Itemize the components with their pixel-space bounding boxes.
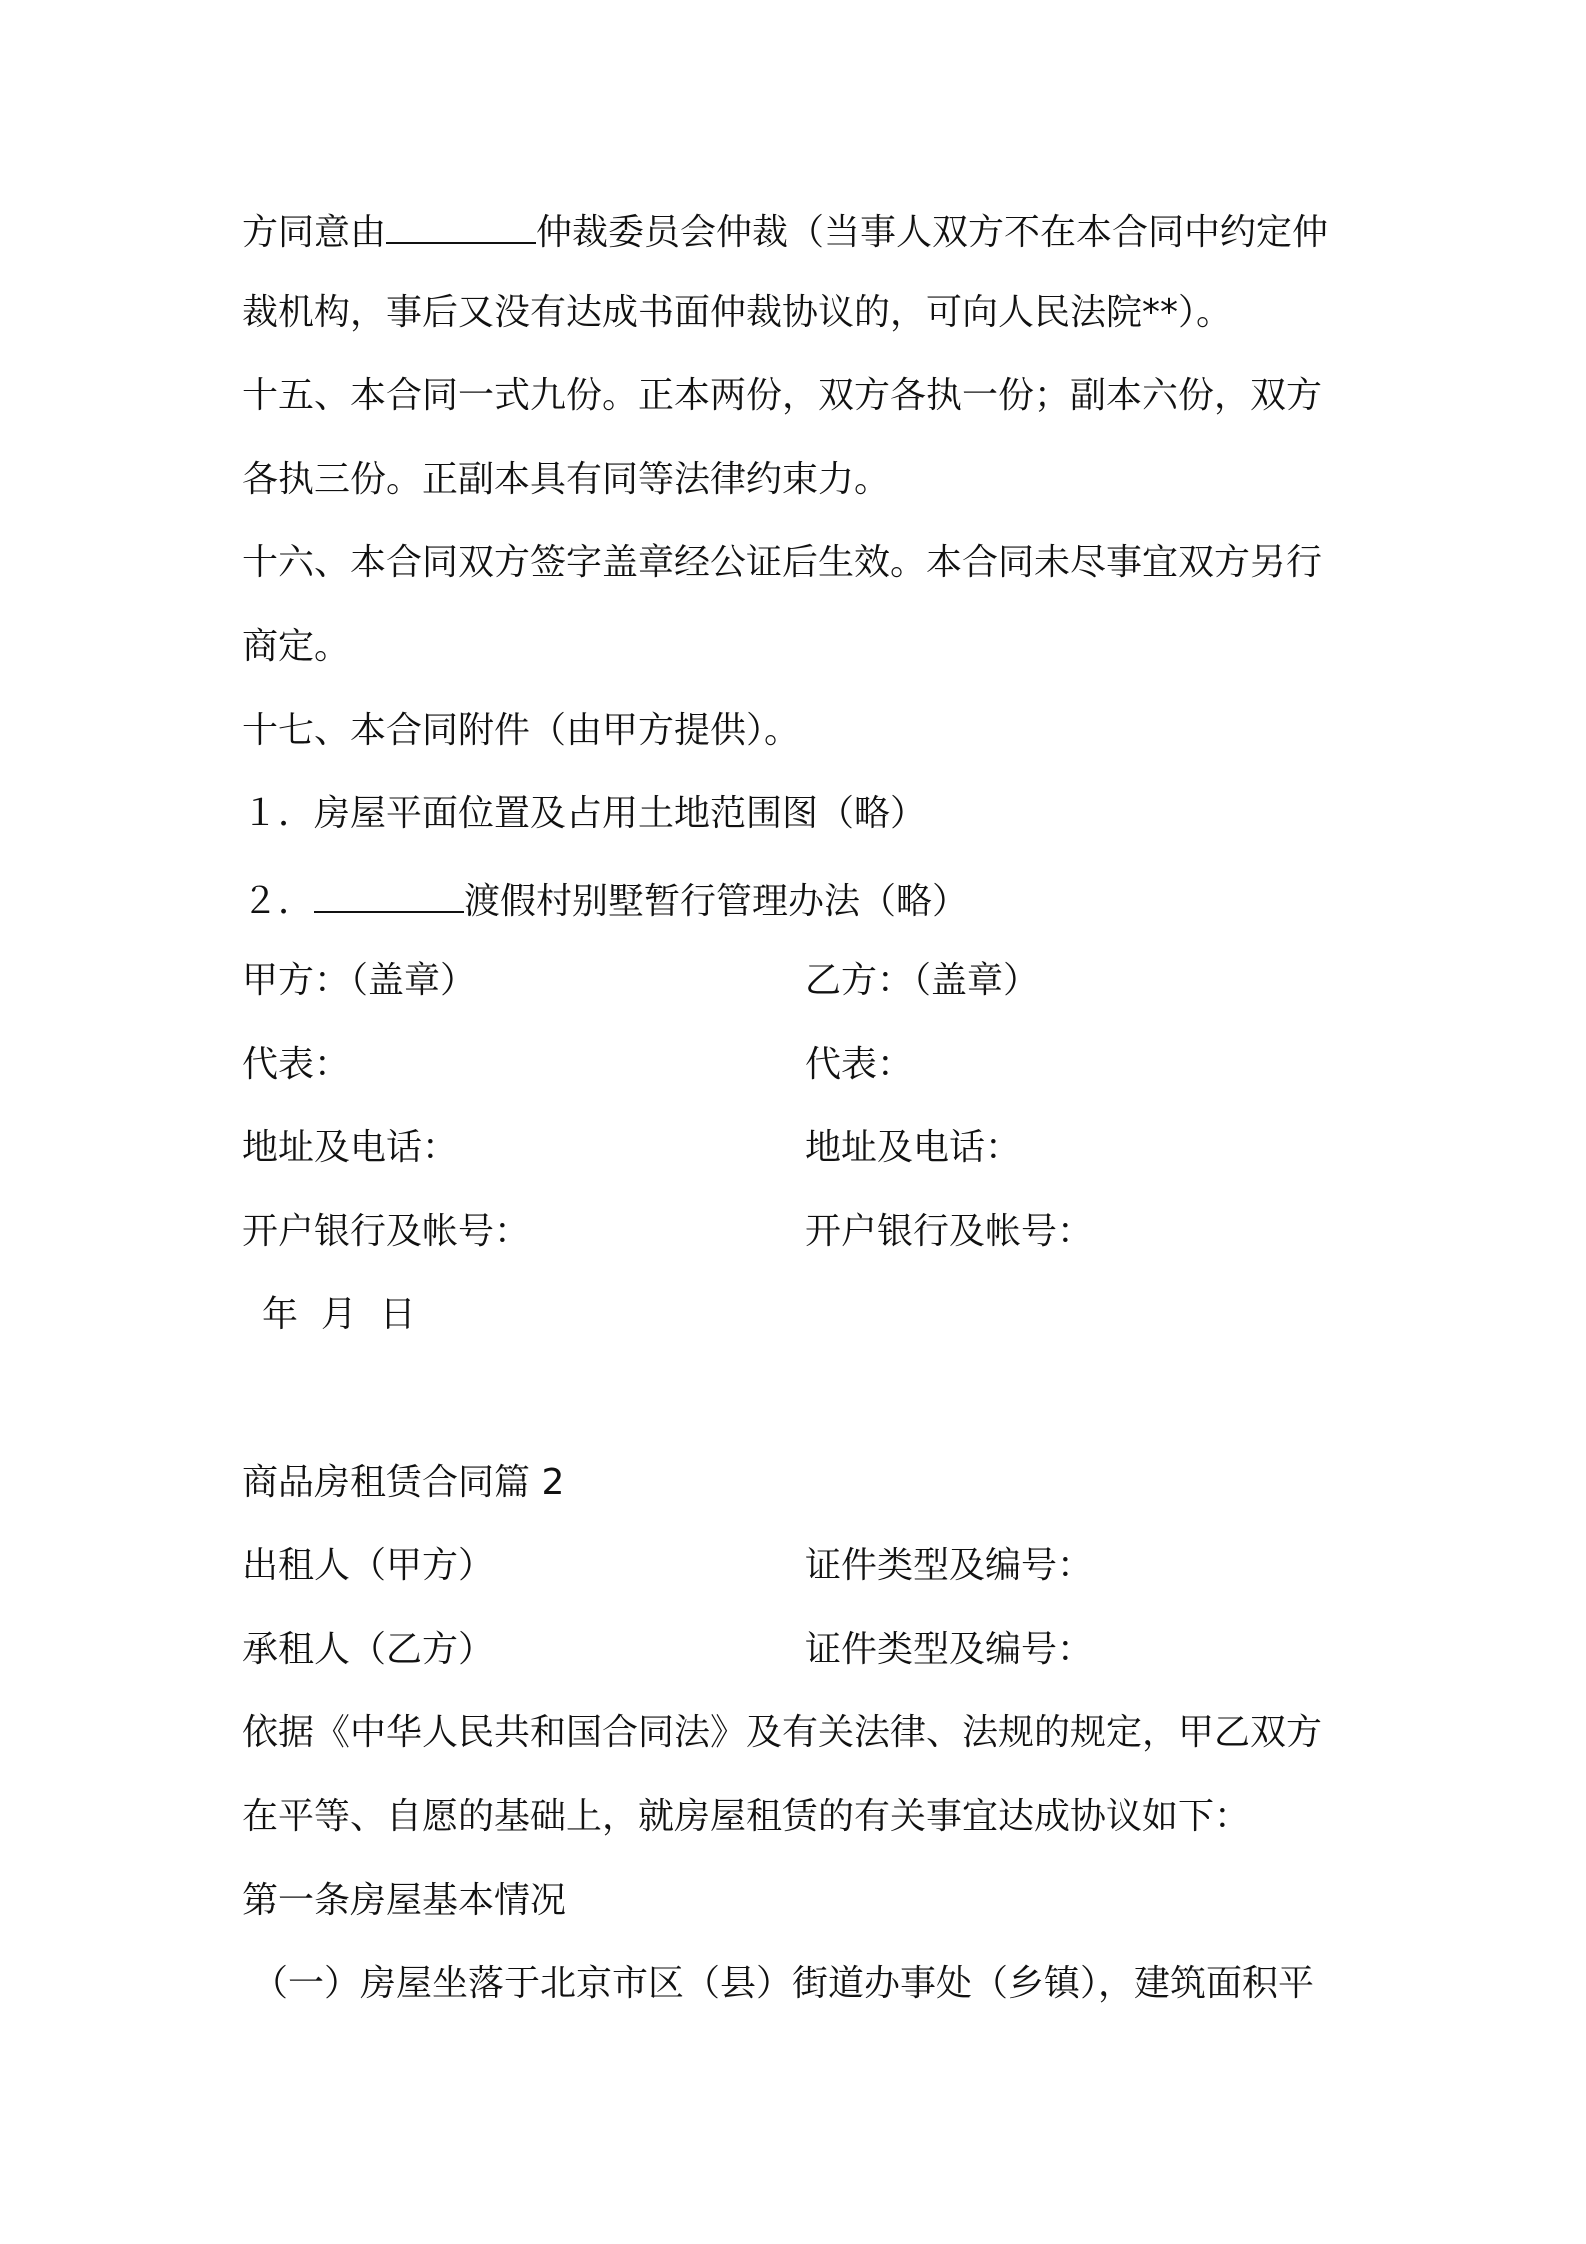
basis-line-2: 在平等、自愿的基础上，就房屋租赁的有关事宜达成协议如下：: [242, 1796, 1251, 1837]
attachment-2-text: 渡假村别墅暂行管理办法（略）: [464, 881, 969, 922]
party-b-seal: 乙方：（盖章）: [805, 960, 1040, 1001]
clause-15-line-1: 十五、本合同一式九份。正本两份，双方各执一份；副本六份，双方: [242, 375, 1323, 416]
party-b-bank: 开户银行及帐号：: [805, 1211, 1094, 1252]
arbitration-prefix: 方同意由: [242, 212, 387, 253]
arbitration-line-1: [242, 204, 1328, 258]
party-b-representative: 代表：: [805, 1044, 914, 1085]
clause-17: 十七、本合同附件（由甲方提供）。: [242, 710, 801, 751]
attachment-2-blank: [314, 873, 464, 913]
lessee-label: 承租人（乙方）: [242, 1629, 495, 1670]
attachment-2-number: ２．: [242, 881, 315, 922]
party-b-address: 地址及电话：: [805, 1127, 1022, 1168]
signing-date: 年 月 日: [262, 1294, 416, 1335]
party-a-representative: 代表：: [242, 1044, 351, 1085]
section-2-title: 商品房租赁合同篇 2: [242, 1462, 565, 1503]
party-a-seal: 甲方：（盖章）: [242, 960, 477, 1001]
article-1-title: 第一条房屋基本情况: [242, 1880, 567, 1921]
clause-15-line-2: 各执三份。正副本具有同等法律约束力。: [242, 459, 891, 500]
clause-16-line-2: 商定。: [242, 626, 351, 667]
arbitration-blank: [386, 204, 536, 244]
lessor-id-label: 证件类型及编号：: [805, 1545, 1094, 1586]
attachment-1: １．房屋平面位置及占用土地范围图（略）: [242, 793, 927, 834]
clause-16-line-1: 十六、本合同双方签字盖章经公证后生效。本合同未尽事宜双方另行: [242, 542, 1323, 583]
arbitration-suffix: 仲裁委员会仲裁（当事人双方不在本合同中约定仲: [536, 212, 1329, 253]
party-a-address: 地址及电话：: [242, 1127, 459, 1168]
arbitration-line-2: 裁机构，事后又没有达成书面仲裁协议的，可向人民法院**）。: [242, 292, 1233, 333]
basis-line-1: 依据《中华人民共和国合同法》及有关法律、法规的规定，甲乙双方: [242, 1712, 1323, 1753]
lessor-label: 出租人（甲方）: [242, 1545, 495, 1586]
article-1-item-1: （一）房屋坐落于北京市区（县）街道办事处（乡镇），建筑面积平: [252, 1963, 1315, 2004]
lessee-id-label: 证件类型及编号：: [805, 1629, 1094, 1670]
party-a-bank: 开户银行及帐号：: [242, 1211, 531, 1252]
attachment-2: [242, 873, 968, 927]
